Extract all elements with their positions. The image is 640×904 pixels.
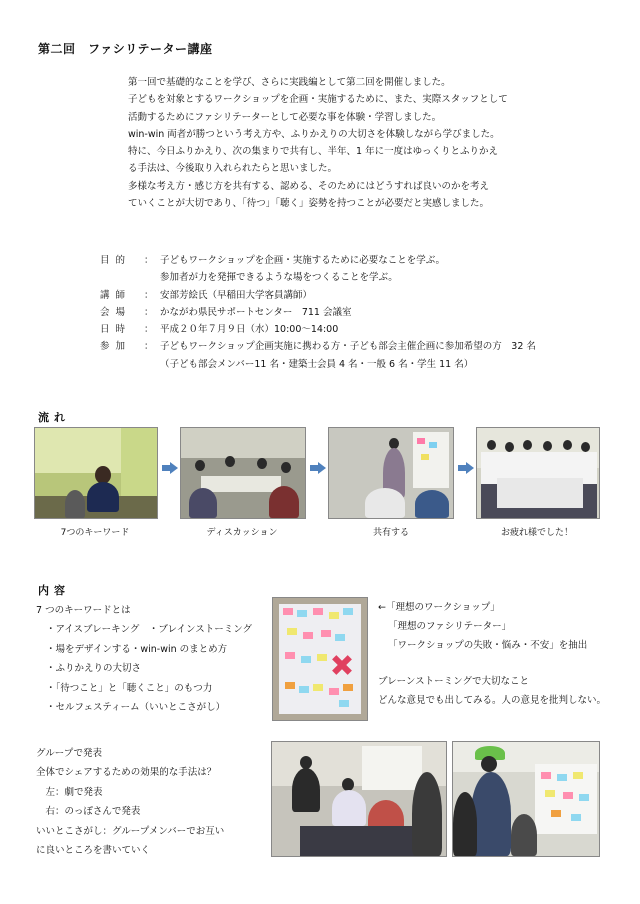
page-title: 第二回 ファシリテーター講座: [38, 42, 213, 56]
intro-line: 多様な考え方・感じ方を共有する、認める、そのためにはどうすれば良いのかを考え: [128, 180, 490, 192]
group-note: グループで発表: [36, 748, 103, 759]
intro-line: る手法は、今後取り入れられたらと思いました。: [128, 163, 338, 175]
flow-photo-keywords: [34, 427, 158, 519]
intro-line: 特に、今日ふりかえり、次の集まりで共有し、半年、1 年に一度はゆっくりとふりかえ: [128, 146, 498, 158]
venue-label: 会場: [100, 306, 132, 318]
purpose-row: [100, 252, 536, 269]
board-note: 「ワークショップの失敗・悩み・不安」を抽出: [388, 640, 588, 651]
group-note: 全体でシェアするための効果的な手法は？: [36, 767, 217, 779]
board-note: 「理想のファシリテーター」: [388, 621, 512, 632]
list-item: ・アイスブレーキング ・ブレインストーミング: [46, 624, 253, 636]
info-block: [100, 252, 536, 373]
lecturer-text: 安部芳絵氏（早稲田大学客員講師）: [160, 289, 313, 301]
colon: ：: [144, 341, 154, 353]
tall-presentation-photo: [452, 741, 600, 857]
group-note: 右：のっぽさんで発表: [36, 806, 141, 818]
board-note: ←「理想のワークショップ」: [378, 602, 500, 613]
colon: ：: [144, 306, 154, 318]
board-photo: [272, 597, 368, 721]
flow-photo-sharing: [328, 427, 454, 519]
keywords-list: [36, 601, 252, 717]
intro-paragraph: [128, 74, 548, 212]
purpose-text: 子どもワークショップを企画・実施するために必要なことを学ぶ。: [160, 255, 446, 266]
flow-photo-discussion: [180, 427, 306, 519]
participants-text: 子どもワークショップ企画実施に携わる方・子ども部会主催企画に参加希望の方 32 名: [160, 341, 536, 353]
purpose-text: 参加者が力を発揮できるような場をつくることを学ぶ。: [160, 272, 398, 284]
participants-row-2: [100, 356, 536, 373]
flow-caption: お疲れ様でした！: [500, 528, 573, 538]
intro-line: win-win 両者が勝つという考え方や、ふりかえりの大切さを体験しながら学びました。: [128, 128, 500, 140]
colon: ：: [144, 255, 154, 266]
participants-label: 参加: [100, 341, 132, 353]
flow-caption: 7つのキーワード: [60, 528, 130, 538]
colon: ：: [144, 324, 154, 336]
group-note: 左：劇で発表: [36, 786, 103, 798]
list-item: ・ふりかえりの大切さ: [46, 663, 142, 675]
intro-line: 第一回で基礎的なことを学び、さらに実践編として第二回を開催しました。: [128, 77, 451, 88]
venue-text: かながわ県民サポートセンター 711 会議室: [160, 306, 352, 318]
datetime-text: 平成２０年７月９日（水）10:00～14:00: [160, 324, 339, 336]
purpose-row-2: [100, 269, 536, 286]
group-notes: [36, 744, 224, 860]
flow-heading: 流れ: [38, 411, 70, 424]
colon: ：: [144, 289, 154, 301]
board-notes: [378, 598, 587, 655]
flow-photo-group: [476, 427, 600, 519]
datetime-row: [100, 321, 536, 338]
participants-breakdown: （子ども部会メンバー11 名・建築士会員 4 名・一般 6 名・学生 11 名）: [160, 358, 474, 370]
intro-line: ていくことが大切であり、「待つ」「聴く」姿勢を持つことが必要だと実感しました。: [128, 198, 490, 210]
flow-caption: ディスカッション: [206, 528, 278, 538]
content-heading: 内容: [38, 584, 70, 597]
venue-row: [100, 304, 536, 321]
lecturer-label: 講師: [100, 289, 132, 301]
intro-line: 活動するためにファシリテーターとして必要な事を体験・学習しました。: [128, 111, 442, 123]
brainstorm-note: ブレーンストーミングで大切なこと: [378, 676, 529, 687]
intro-line: 子どもを対象とするワークショップを企画・実施するために、また、実際スタッフとして: [128, 94, 508, 106]
participants-row: [100, 338, 536, 355]
group-note: に良いところを書いていく: [36, 845, 151, 857]
skit-photo: [271, 741, 447, 857]
purpose-label: 目的: [100, 255, 132, 266]
flow-caption: 共有する: [372, 528, 409, 538]
lecturer-row: [100, 287, 536, 304]
list-item: ・「待つこと」と「聴くこと」のもつ力: [46, 682, 213, 694]
keywords-title: 7 つのキーワードとは: [36, 605, 131, 616]
list-item: ・場をデザインする・win-win のまとめ方: [46, 643, 228, 655]
brainstorm-notes: [378, 672, 606, 710]
brainstorm-note: どんな意見でも出してみる。人の意見を批判しない。: [378, 695, 607, 706]
group-note: いいとこさがし：グループメンバーでお互い: [36, 825, 225, 837]
datetime-label: 日時: [100, 324, 132, 336]
list-item: ・セルフェスティーム（いいとこさがし）: [46, 702, 226, 714]
